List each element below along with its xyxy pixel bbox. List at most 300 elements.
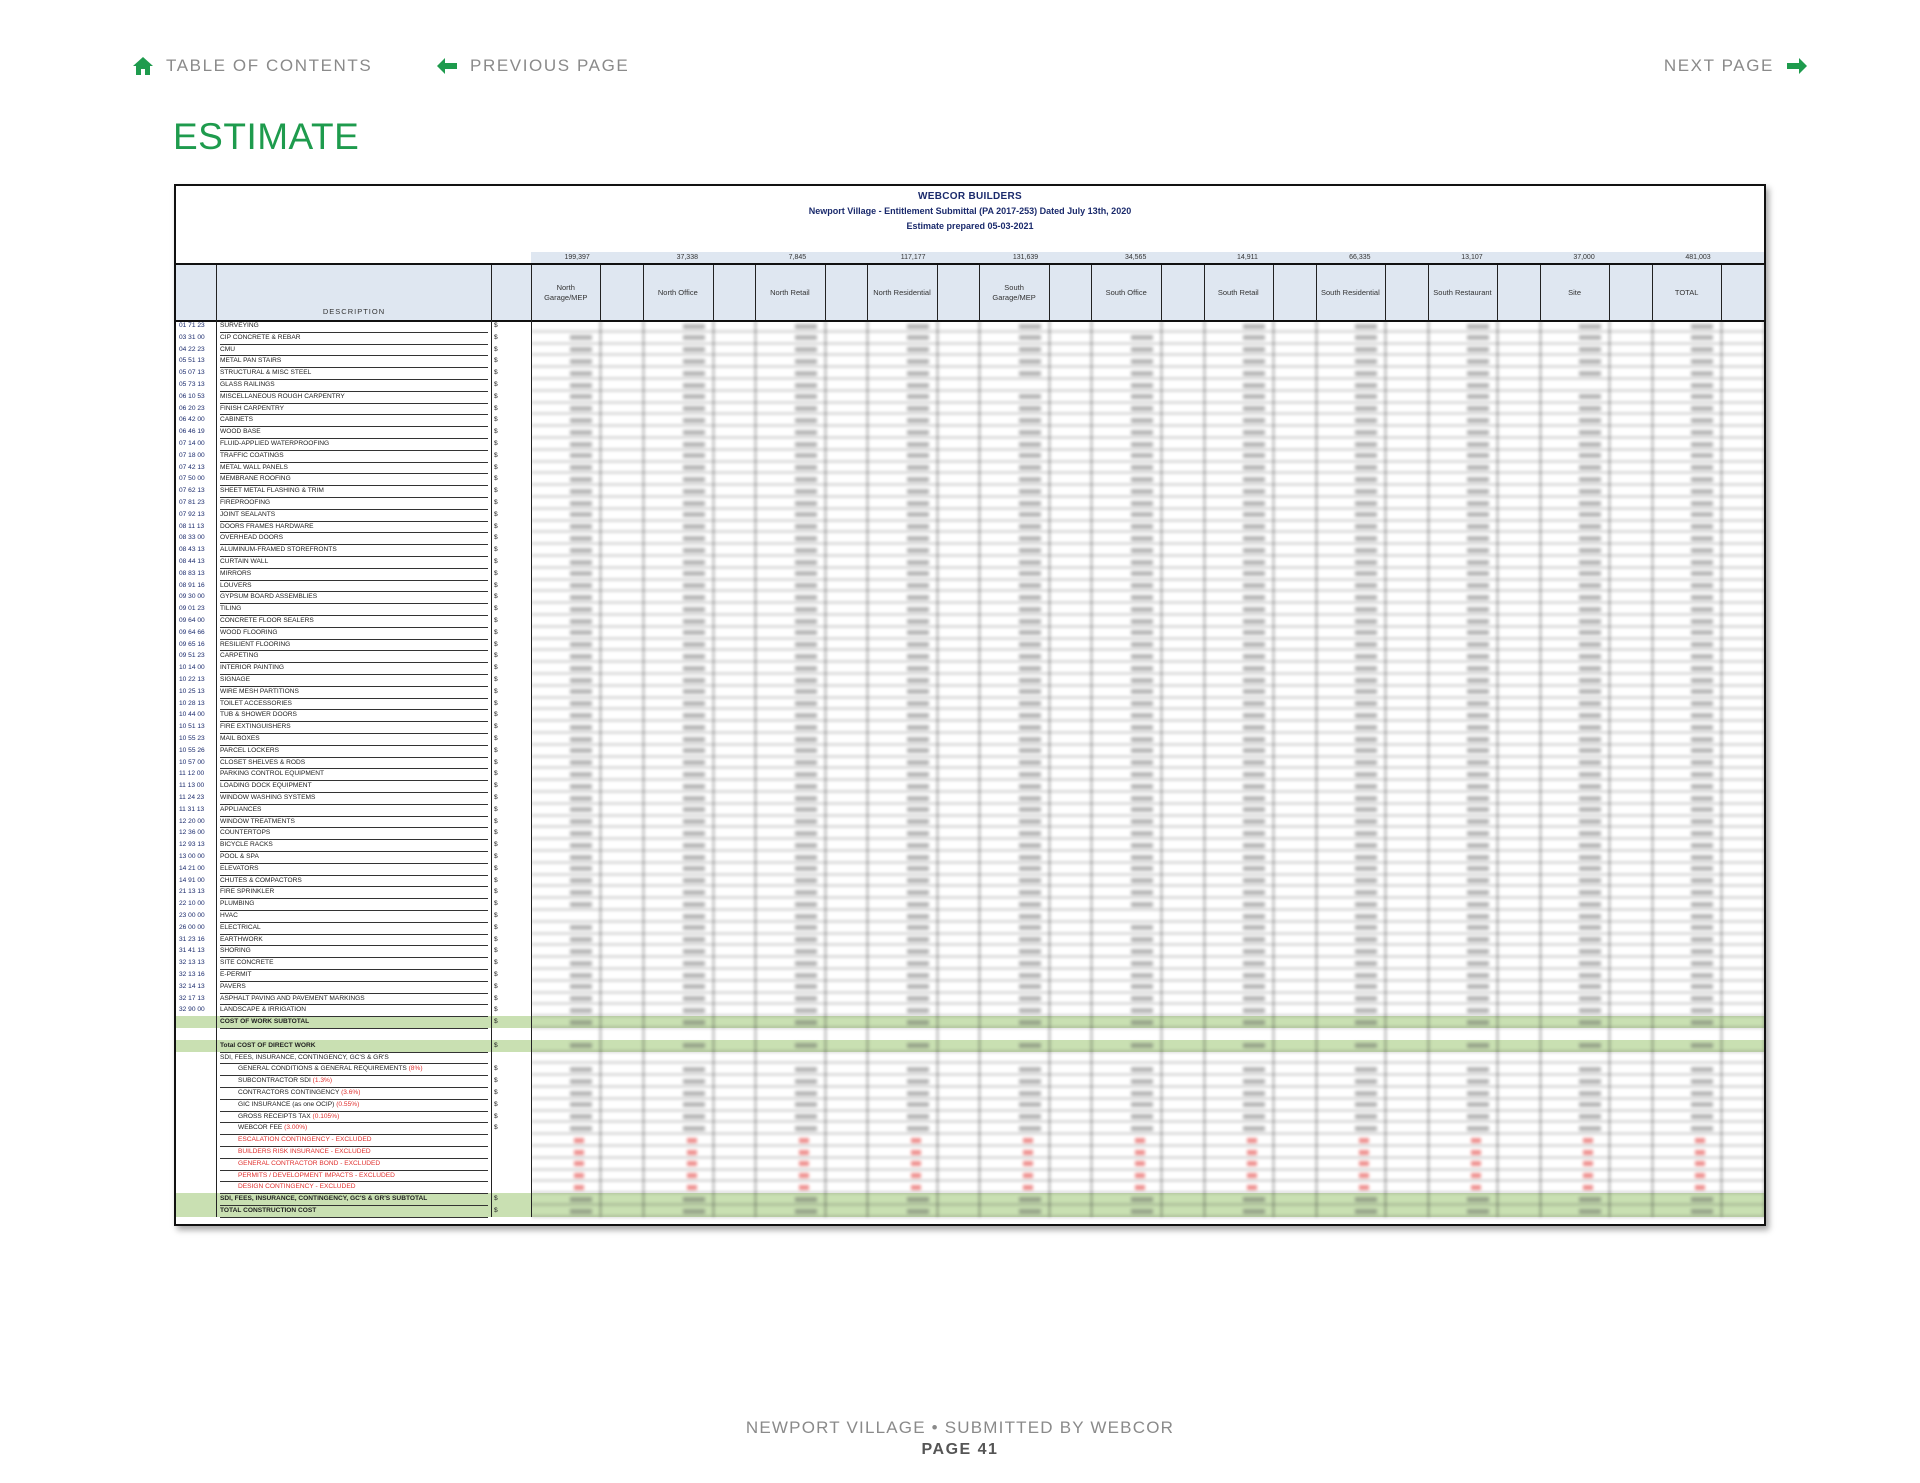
column-header: South Office	[1105, 287, 1147, 297]
home-icon	[132, 56, 154, 76]
row-description-text: ELECTRICAL	[220, 923, 261, 931]
row-description	[220, 733, 488, 746]
cost-code: 23 00 00	[179, 912, 205, 919]
row-description	[220, 1063, 488, 1076]
currency-symbol: $	[494, 1100, 498, 1108]
row-description-text: METAL PAN STAIRS	[220, 357, 282, 365]
row-description	[220, 509, 488, 522]
row-description	[220, 1193, 488, 1206]
row-description-text: CIP CONCRETE & REBAR	[220, 333, 301, 341]
row-description	[220, 615, 488, 628]
row-description	[220, 344, 488, 357]
row-description	[220, 639, 488, 652]
currency-symbol: $	[494, 888, 498, 896]
row-description-text: WIRE MESH PARTITIONS	[220, 687, 299, 695]
row-description-text: CABINETS	[220, 416, 253, 424]
row-description-text: PAVERS	[220, 982, 246, 990]
cost-code: 07 14 00	[179, 440, 205, 447]
cost-code: 12 93 13	[179, 841, 205, 849]
row-description-text: WOOD BASE	[220, 428, 261, 436]
row-description-text: JOINT SEALANTS	[220, 510, 276, 518]
footer-project: NEWPORT VILLAGE • SUBMITTED BY WEBCOR	[745, 1418, 1175, 1437]
arrow-left-icon	[436, 57, 458, 75]
row-description	[220, 1134, 488, 1147]
currency-symbol: $	[494, 711, 498, 719]
area-value: 131,639	[1012, 254, 1039, 261]
currency-symbol: $	[494, 581, 498, 589]
cost-code: 08 33 00	[179, 534, 205, 542]
currency-symbol: $	[494, 369, 498, 377]
currency-symbol: $	[494, 994, 498, 1002]
row-description	[220, 662, 488, 675]
cost-code: 14 91 00	[179, 876, 205, 884]
row-description-text: MAIL BOXES	[220, 735, 260, 742]
area-value: 66,335	[1349, 254, 1371, 261]
currency-symbol: $	[494, 381, 498, 388]
currency-symbol: $	[494, 534, 498, 542]
cost-code: 07 81 23	[179, 499, 205, 506]
row-description-text: MISCELLANEOUS ROUGH CARPENTRY	[220, 392, 345, 400]
cost-code: 09 01 23	[179, 605, 205, 613]
row-description	[220, 910, 488, 923]
cost-code: 09 64 66	[179, 628, 205, 636]
rate-note: (0.105%)	[310, 1112, 340, 1120]
currency-symbol: $	[494, 1124, 498, 1132]
column-header: Site	[1568, 287, 1582, 297]
row-description	[220, 1040, 488, 1053]
row-description-text: CMU	[220, 345, 236, 353]
currency-symbol: $	[494, 357, 498, 365]
row-description-text: GYPSUM BOARD ASSEMBLIES	[220, 593, 318, 601]
cost-code: 22 10 00	[179, 900, 205, 908]
currency-symbol: $	[494, 558, 498, 565]
area-value: 14,911	[1237, 254, 1258, 261]
area-value: 117,177	[900, 254, 926, 261]
currency-symbol: $	[494, 1065, 498, 1073]
row-description	[220, 1111, 488, 1124]
row-description-text: WINDOW WASHING SYSTEMS	[220, 794, 316, 801]
currency-symbol: $	[494, 770, 498, 778]
row-description	[220, 497, 488, 510]
row-description	[220, 521, 488, 534]
cost-code: 26 00 00	[179, 923, 205, 931]
row-description-text: SDI, FEES, INSURANCE, CONTINGENCY, GC'S & GR'S	[220, 1053, 389, 1061]
currency-symbol: $	[494, 605, 498, 613]
row-description	[220, 1087, 488, 1100]
row-description	[220, 957, 488, 970]
row-description-text: FIRE SPRINKLER	[220, 888, 275, 896]
currency-symbol: $	[494, 805, 498, 813]
currency-symbol: $	[494, 499, 498, 506]
row-description-text: GLASS RAILINGS	[220, 381, 275, 388]
currency-symbol: $	[494, 876, 498, 884]
currency-symbol: $	[494, 440, 498, 447]
row-description	[220, 721, 488, 734]
rate-note: (0.55%)	[334, 1100, 360, 1108]
currency-symbol: $	[494, 912, 498, 919]
row-description	[220, 438, 488, 451]
next-page-link[interactable]	[1664, 56, 1808, 76]
cost-code: 06 42 00	[179, 416, 205, 424]
cost-code: 11 12 00	[179, 770, 205, 778]
page-title: ESTIMATE	[173, 116, 360, 157]
row-description-text: FIRE EXTINGUISHERS	[220, 723, 291, 731]
cost-code: 09 64 00	[179, 617, 205, 624]
row-description	[220, 1205, 488, 1218]
row-description-text: CARPETING	[220, 652, 259, 660]
row-description	[220, 686, 488, 699]
row-description-text: MIRRORS	[220, 569, 252, 577]
row-description	[220, 650, 488, 663]
row-description	[220, 485, 488, 498]
cost-code: 06 10 53	[179, 392, 205, 400]
cost-code: 06 20 23	[179, 404, 205, 412]
cost-code: 11 31 13	[179, 805, 205, 813]
currency-symbol: $	[494, 1207, 498, 1214]
row-description	[220, 945, 488, 958]
cost-code: 07 18 00	[179, 451, 205, 459]
row-description-text: DOORS FRAMES HARDWARE	[220, 522, 314, 530]
arrow-right-icon	[1786, 57, 1808, 75]
cost-code: 07 50 00	[179, 475, 205, 483]
column-header: South Retail	[1217, 287, 1259, 297]
currency-symbol: $	[494, 1089, 498, 1096]
currency-symbol: $	[494, 959, 498, 967]
currency-symbol: $	[494, 1112, 498, 1120]
currency-symbol: $	[494, 569, 498, 577]
row-description	[220, 757, 488, 770]
row-description	[220, 403, 488, 416]
row-description-text: TUB & SHOWER DOORS	[220, 711, 297, 719]
row-description-text: ASPHALT PAVING AND PAVEMENT MARKINGS	[220, 994, 365, 1002]
row-description-text: FLUID-APPLIED WATERPROOFING	[220, 440, 330, 447]
row-description-text: RESILIENT FLOORING	[220, 640, 291, 648]
row-description-text: DESIGN CONTINGENCY - EXCLUDED	[238, 1183, 356, 1191]
currency-symbol: $	[494, 404, 498, 412]
currency-symbol: $	[494, 628, 498, 636]
row-description-text: SUBCONTRACTOR SDI	[238, 1077, 311, 1085]
previous-page-label: PREVIOUS PAGE	[470, 56, 630, 75]
row-description-text: OVERHEAD DOORS	[220, 534, 284, 542]
cost-code: 05 51 13	[179, 357, 205, 365]
cost-code: 14 21 00	[179, 864, 205, 872]
estimate-spreadsheet	[174, 184, 1766, 1226]
currency-symbol: $	[494, 900, 498, 908]
currency-symbol: $	[494, 392, 498, 400]
row-description-text: ELEVATORS	[220, 864, 259, 872]
row-description	[220, 1170, 488, 1183]
cost-code: 01 71 23	[179, 322, 205, 329]
row-description	[220, 1146, 488, 1159]
area-value: 37,000	[1573, 254, 1595, 261]
cost-code: 12 20 00	[179, 817, 205, 825]
row-description	[220, 827, 488, 840]
currency-symbol: $	[494, 451, 498, 459]
currency-symbol: $	[494, 853, 498, 860]
row-description	[220, 1075, 488, 1088]
row-description	[220, 627, 488, 640]
row-description	[220, 1122, 488, 1135]
row-description-text: GIC INSURANCE (as one OCIP)	[238, 1100, 335, 1108]
row-description	[220, 792, 488, 805]
row-description-text: SIGNAGE	[220, 676, 251, 683]
currency-symbol: $	[494, 699, 498, 707]
cost-code: 07 92 13	[179, 510, 205, 518]
cost-code: 21 13 13	[179, 888, 205, 896]
cost-code: 31 23 16	[179, 935, 205, 943]
row-description-text: GENERAL CONDITIONS & GENERAL REQUIREMENTS	[238, 1065, 407, 1073]
area-value: 199,397	[564, 254, 590, 261]
row-description-text: PARCEL LOCKERS	[220, 746, 279, 754]
column-header: North Garage/MEP	[544, 282, 588, 302]
cost-code: 10 55 26	[179, 746, 205, 754]
row-description	[220, 816, 488, 829]
row-description-text: CONTRACTORS CONTINGENCY	[238, 1089, 340, 1096]
row-description-text: WEBCOR FEE	[238, 1124, 283, 1132]
currency-symbol: $	[494, 463, 498, 471]
row-description-text: BUILDERS RISK INSURANCE - EXCLUDED	[238, 1148, 371, 1155]
cost-code: 08 43 13	[179, 546, 205, 554]
currency-symbol: $	[494, 652, 498, 660]
row-description	[220, 332, 488, 345]
row-description-text: TRAFFIC COATINGS	[220, 451, 284, 459]
currency-symbol: $	[494, 593, 498, 601]
row-description-text: TILING	[220, 605, 242, 613]
row-description	[220, 391, 488, 404]
cost-code: 10 55 23	[179, 735, 205, 742]
row-description-text: WINDOW TREATMENTS	[220, 817, 295, 825]
cost-code: 04 22 23	[179, 345, 205, 353]
row-description-text: WOOD FLOORING	[220, 628, 278, 636]
currency-symbol: $	[494, 522, 498, 530]
currency-symbol: $	[494, 935, 498, 943]
currency-symbol: $	[494, 510, 498, 518]
area-value: 34,565	[1124, 254, 1147, 261]
row-description	[220, 981, 488, 994]
cost-code: 32 90 00	[179, 1006, 205, 1014]
table-of-contents-label: TABLE OF CONTENTS	[166, 56, 373, 75]
row-description	[220, 709, 488, 722]
column-header: North Residential	[873, 287, 931, 297]
row-description-text: ALUMINUM-FRAMED STOREFRONTS	[220, 546, 337, 554]
cost-code: 09 51 23	[179, 652, 205, 660]
row-description	[220, 934, 488, 947]
cost-code: 08 83 13	[179, 569, 205, 577]
currency-symbol: $	[494, 664, 498, 672]
cost-code: 31 41 13	[179, 947, 205, 955]
row-description	[220, 1181, 488, 1194]
row-description	[220, 898, 488, 911]
column-header: North Retail	[770, 287, 810, 297]
row-description	[220, 462, 488, 475]
currency-symbol: $	[494, 546, 498, 554]
row-description-text: Total COST OF DIRECT WORK	[220, 1041, 316, 1049]
description-header: DESCRIPTION	[322, 307, 386, 316]
currency-symbol: $	[494, 794, 498, 801]
row-description	[220, 745, 488, 758]
row-description	[220, 804, 488, 817]
row-description	[220, 839, 488, 852]
row-description	[220, 993, 488, 1006]
currency-symbol: $	[494, 864, 498, 872]
row-description-text: ESCALATION CONTINGENCY - EXCLUDED	[238, 1136, 372, 1144]
row-description-text: CONCRETE FLOOR SEALERS	[220, 617, 314, 624]
cost-code: 03 31 00	[179, 333, 205, 341]
column-header: South Restaurant	[1433, 287, 1492, 297]
area-value: 481,003	[1685, 254, 1711, 261]
row-description-text: SDI, FEES, INSURANCE, CONTINGENCY, GC'S & GR'S SUBTOTAL	[220, 1195, 428, 1203]
currency-symbol: $	[494, 333, 498, 341]
row-description-text: CLOSET SHELVES & RODS	[220, 758, 306, 766]
cost-code: 11 13 00	[179, 782, 205, 790]
row-description	[220, 969, 488, 982]
row-description-text: GENERAL CONTRACTOR BOND - EXCLUDED	[238, 1159, 381, 1167]
row-description	[220, 1099, 488, 1112]
currency-symbol: $	[494, 1041, 498, 1049]
row-description	[220, 875, 488, 888]
row-description	[220, 674, 488, 687]
row-description-text: TOILET ACCESSORIES	[220, 699, 292, 707]
cost-code: 32 13 16	[179, 971, 205, 978]
row-description-text: STRUCTURAL & MISC STEEL	[220, 369, 312, 377]
row-description	[220, 367, 488, 380]
cost-code: 10 57 00	[179, 758, 205, 766]
currency-symbol: $	[494, 416, 498, 424]
currency-symbol: $	[494, 345, 498, 353]
sheet-prepared-line: Estimate prepared 05-03-2021	[906, 221, 1034, 231]
row-description	[220, 544, 488, 557]
sheet-company: WEBCOR BUILDERS	[918, 191, 1022, 202]
row-description	[220, 473, 488, 486]
row-description	[220, 591, 488, 604]
row-description-text: SURVEYING	[220, 322, 259, 329]
next-page-label: NEXT PAGE	[1663, 56, 1774, 75]
row-description	[220, 886, 488, 899]
row-description	[220, 568, 488, 581]
row-description-text: PARKING CONTROL EQUIPMENT	[220, 770, 325, 778]
cost-code: 08 44 13	[179, 558, 205, 565]
row-description	[220, 851, 488, 864]
cost-code: 08 11 13	[179, 522, 205, 530]
column-header: North Office	[657, 287, 698, 297]
currency-symbol: $	[494, 640, 498, 648]
column-header: South Residential	[1320, 287, 1380, 297]
rate-note: (3.6%)	[339, 1089, 361, 1096]
row-description-text: PLUMBING	[220, 900, 255, 908]
currency-symbol: $	[494, 817, 498, 825]
cost-code: 32 14 13	[179, 982, 205, 990]
currency-symbol: $	[494, 1018, 498, 1026]
blurred-values	[531, 320, 1764, 1224]
currency-symbol: $	[494, 428, 498, 436]
currency-symbol: $	[494, 676, 498, 683]
row-description	[220, 1016, 488, 1029]
row-description-text: E-PERMIT	[220, 971, 252, 978]
row-description	[220, 768, 488, 781]
row-description	[220, 355, 488, 368]
row-description-text: TOTAL CONSTRUCTION COST	[220, 1207, 317, 1214]
cost-code: 09 65 16	[179, 640, 205, 648]
cost-code: 11 24 23	[179, 794, 205, 801]
currency-symbol: $	[494, 947, 498, 955]
currency-symbol: $	[494, 758, 498, 766]
row-description-text: POOL & SPA	[220, 853, 259, 860]
currency-symbol: $	[494, 723, 498, 731]
row-description	[220, 320, 488, 333]
area-value: 7,845	[788, 254, 807, 261]
cost-code: 07 62 13	[179, 487, 205, 495]
column-header-row	[176, 263, 1764, 322]
row-description-text: CHUTES & COMPACTORS	[220, 876, 302, 884]
row-description-text: COUNTERTOPS	[220, 829, 271, 837]
rate-note: (3.00%)	[282, 1124, 308, 1132]
table-of-contents-link[interactable]	[132, 56, 372, 76]
row-description	[220, 426, 488, 439]
row-description	[220, 922, 488, 935]
rate-note: (1.3%)	[310, 1077, 333, 1085]
currency-symbol: $	[494, 735, 498, 742]
currency-symbol: $	[494, 487, 498, 495]
currency-symbol: $	[494, 1195, 498, 1203]
row-description-text: SHORING	[220, 947, 251, 955]
cost-code: 05 73 13	[179, 381, 205, 388]
row-description-text: SHEET METAL FLASHING & TRIM	[220, 487, 324, 495]
sheet-header	[176, 186, 1764, 257]
footer-page-number: PAGE 41	[921, 1441, 999, 1458]
row-description	[220, 556, 488, 569]
cost-code: 10 22 13	[179, 676, 205, 683]
currency-symbol: $	[494, 982, 498, 990]
currency-symbol: $	[494, 841, 498, 849]
row-description-text: CURTAIN WALL	[220, 558, 269, 565]
cost-code: 32 13 13	[179, 959, 205, 967]
row-description-text: EARTHWORK	[220, 935, 263, 943]
cost-code: 13 00 00	[179, 853, 205, 860]
cost-code: 10 25 13	[179, 687, 205, 695]
currency-symbol: $	[494, 971, 498, 978]
cost-code: 10 14 00	[179, 664, 205, 672]
cost-code: 07 42 13	[179, 463, 205, 471]
row-description	[220, 532, 488, 545]
area-value: 37,338	[676, 254, 698, 261]
row-description-text: LOADING DOCK EQUIPMENT	[220, 782, 312, 790]
cost-code: 10 28 13	[179, 699, 205, 707]
row-description-text: METAL WALL PANELS	[220, 463, 288, 471]
currency-symbol: $	[494, 322, 498, 329]
cost-code: 05 07 13	[179, 369, 205, 377]
row-description	[220, 1004, 488, 1017]
row-description-text: GROSS RECEIPTS TAX	[238, 1112, 311, 1120]
currency-symbol: $	[494, 746, 498, 754]
row-description-text: COST OF WORK SUBTOTAL	[220, 1018, 310, 1026]
row-description-text: INTERIOR PAINTING	[220, 664, 284, 672]
sheet-project-line: Newport Village - Entitlement Submittal (PA 2017-253) Dated July 13th, 2020	[808, 206, 1132, 216]
sheet-body	[176, 320, 1764, 1224]
row-description-text: FINISH CARPENTRY	[220, 404, 284, 412]
row-description	[220, 1052, 488, 1065]
cost-code: 08 91 16	[179, 581, 205, 589]
area-value: 13,107	[1461, 254, 1483, 261]
rate-note: (8%)	[406, 1065, 423, 1073]
row-description	[220, 414, 488, 427]
currency-symbol: $	[494, 475, 498, 483]
area-row	[531, 252, 1764, 263]
previous-page-link[interactable]	[436, 56, 629, 76]
row-description	[220, 580, 488, 593]
row-description-text: HVAC	[220, 912, 238, 919]
row-description-text: FIREPROOFING	[220, 499, 271, 506]
currency-symbol: $	[494, 687, 498, 695]
